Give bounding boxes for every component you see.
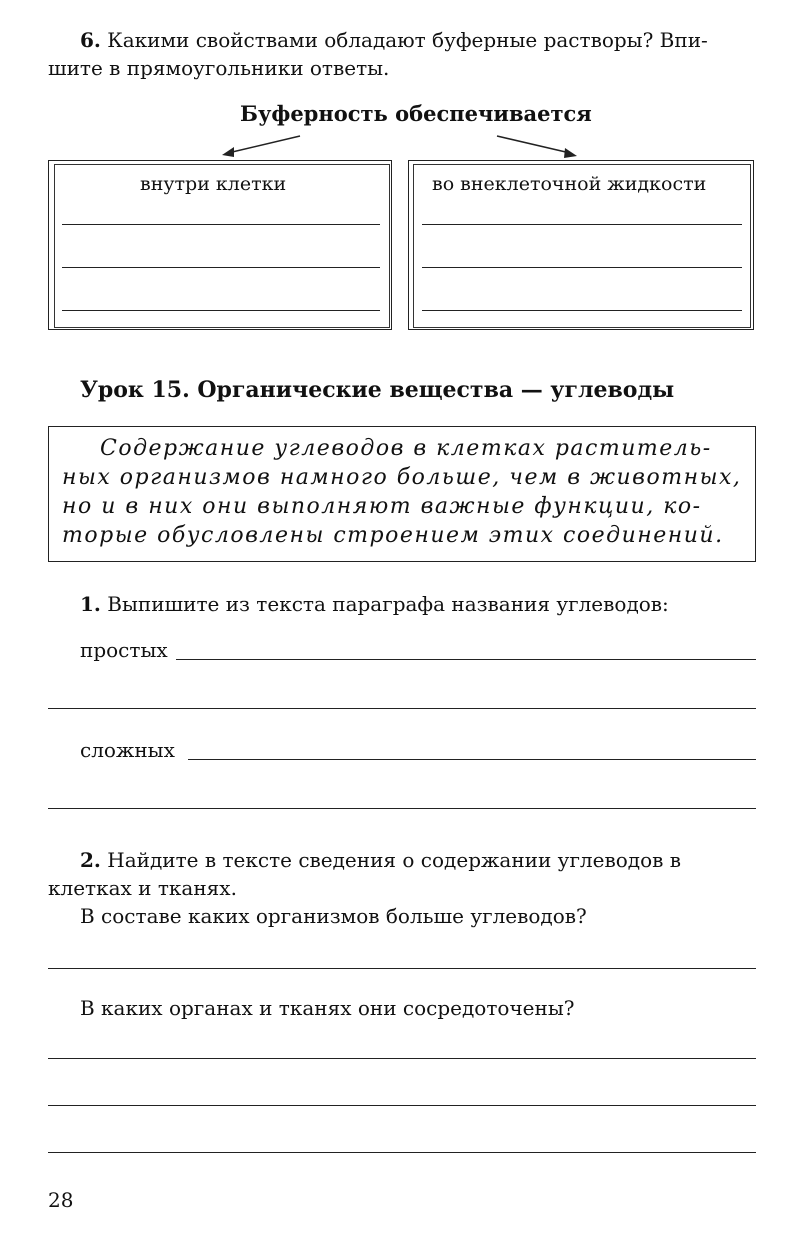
right-box-answer-line-1[interactable]	[422, 224, 742, 225]
diagram-title: Буферность обеспечивается	[240, 101, 592, 126]
task2-question1: В составе каких организмов больше углеводов?	[80, 904, 587, 928]
diagram-arrows	[0, 0, 802, 180]
task2-number: 2.	[80, 848, 101, 872]
left-box-answer-line-2[interactable]	[62, 267, 380, 268]
page-number: 28	[48, 1188, 74, 1212]
question1-answer-line[interactable]	[48, 968, 756, 969]
right-box-label: во внеклеточной жидкости	[432, 173, 707, 195]
callout-line3: но и в них они выполняют важные функции, ко-	[62, 494, 702, 519]
lesson-title: Урок 15. Органические вещества — углеводы	[80, 377, 675, 403]
arrow-left-head	[222, 147, 234, 157]
task2-text-line1	[80, 846, 681, 874]
left-box-label: внутри клетки	[140, 173, 287, 195]
task2-question2: В каких органах и тканях они сосредоточены?	[80, 996, 575, 1020]
complex-answer-line-2[interactable]	[48, 808, 756, 809]
question2-answer-line-2[interactable]	[48, 1105, 756, 1106]
right-box-answer-line-2[interactable]	[422, 267, 742, 268]
complex-answer-line-1[interactable]	[188, 759, 756, 760]
complex-label: сложных	[80, 738, 175, 762]
task1-text	[80, 590, 669, 618]
simple-answer-line-1[interactable]	[176, 659, 756, 660]
task1-number: 1.	[80, 592, 101, 616]
task6-line2: шите в прямоугольники ответы.	[48, 56, 390, 80]
question2-answer-line-3[interactable]	[48, 1152, 756, 1153]
arrow-right-head	[564, 148, 577, 158]
callout-line4: торые обусловлены строением этих соединений.	[62, 523, 724, 548]
simple-answer-line-2[interactable]	[48, 708, 756, 709]
arrow-left-line	[228, 136, 300, 153]
task1-question: Выпишите из текста параграфа названия углеводов:	[107, 592, 669, 616]
task2-line1: Найдите в тексте сведения о содержании углеводов в	[107, 848, 681, 872]
task6-line1: Какими свойствами обладают буферные растворы? Впи-	[107, 28, 708, 52]
left-box-answer-line-3[interactable]	[62, 310, 380, 311]
callout-line1: Содержание углеводов в клетках раститель-	[100, 436, 712, 461]
task6-number: 6.	[80, 28, 101, 52]
question2-answer-line-1[interactable]	[48, 1058, 756, 1059]
left-box-answer-line-1[interactable]	[62, 224, 380, 225]
simple-label: простых	[80, 638, 168, 662]
task2-line2: клетках и тканях.	[48, 876, 237, 900]
callout-line2: ных организмов намного больше, чем в животных,	[62, 465, 742, 490]
arrow-right-line	[497, 136, 570, 153]
right-box-answer-line-3[interactable]	[422, 310, 742, 311]
